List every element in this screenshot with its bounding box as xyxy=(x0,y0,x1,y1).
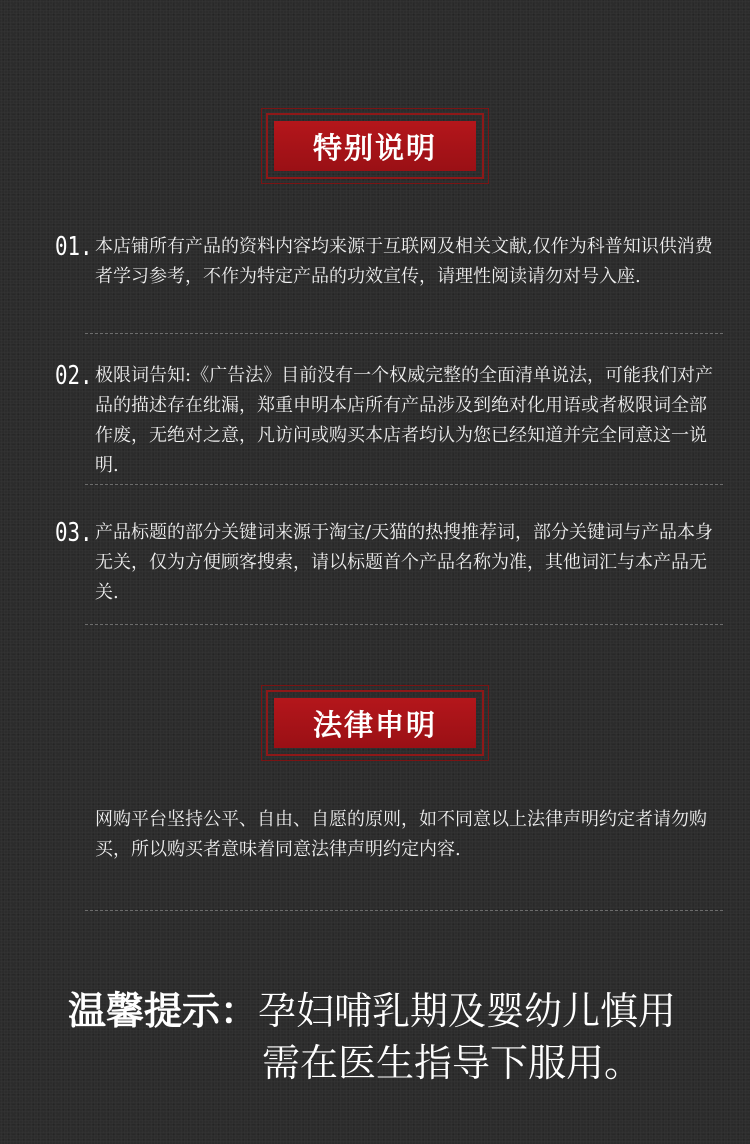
divider xyxy=(85,624,723,625)
special-notes-title: 特别说明 xyxy=(274,121,476,171)
legal-statement-title-box xyxy=(266,690,484,756)
warm-tip-line-1: 孕妇哺乳期及婴幼儿慎用 xyxy=(258,989,677,1033)
item-text: 产品标题的部分关键词来源于淘宝/天猫的热搜推荐词，部分关键词与产品本身无关，仅为方便顾客搜索，请以标题首个产品名称为准，其他词汇与本产品无关. xyxy=(95,522,714,603)
notice-item-2 xyxy=(55,361,723,481)
special-notes-title-box xyxy=(266,113,484,179)
item-number: 02. xyxy=(55,361,93,391)
item-number: 01. xyxy=(55,232,93,262)
divider xyxy=(85,484,723,485)
warm-tip-line-2: 需在医生指导下服用。 xyxy=(262,1041,643,1085)
item-number: 03. xyxy=(55,518,93,548)
divider xyxy=(85,333,723,334)
legal-statement-title: 法律申明 xyxy=(274,698,476,748)
notice-item-3 xyxy=(55,518,723,608)
warm-tip xyxy=(68,985,676,1089)
divider xyxy=(85,910,723,911)
warm-tip-label: 温馨提示： xyxy=(68,988,259,1033)
legal-statement-text: 网购平台坚持公平、自由、自愿的原则，如不同意以上法律声明约定者请勿购买，所以购买者意味着同意法律声明约定内容. xyxy=(95,809,707,860)
item-text: 极限词告知:《广告法》目前没有一个权威完整的全面清单说法，可能我们对产品的描述存在纰漏，郑重申明本店所有产品涉及到绝对化用语或者极限词全部作废，无绝对之意，凡访问或购买本店者均认为您已经知道并完全同意这一说明. xyxy=(95,365,714,476)
notice-item-1 xyxy=(55,232,723,292)
item-text: 本店铺所有产品的资料内容均来源于互联网及相关文献,仅作为科普知识供消费者学习参考，不作为特定产品的功效宣传，请理性阅读请勿对号入座. xyxy=(95,236,713,287)
